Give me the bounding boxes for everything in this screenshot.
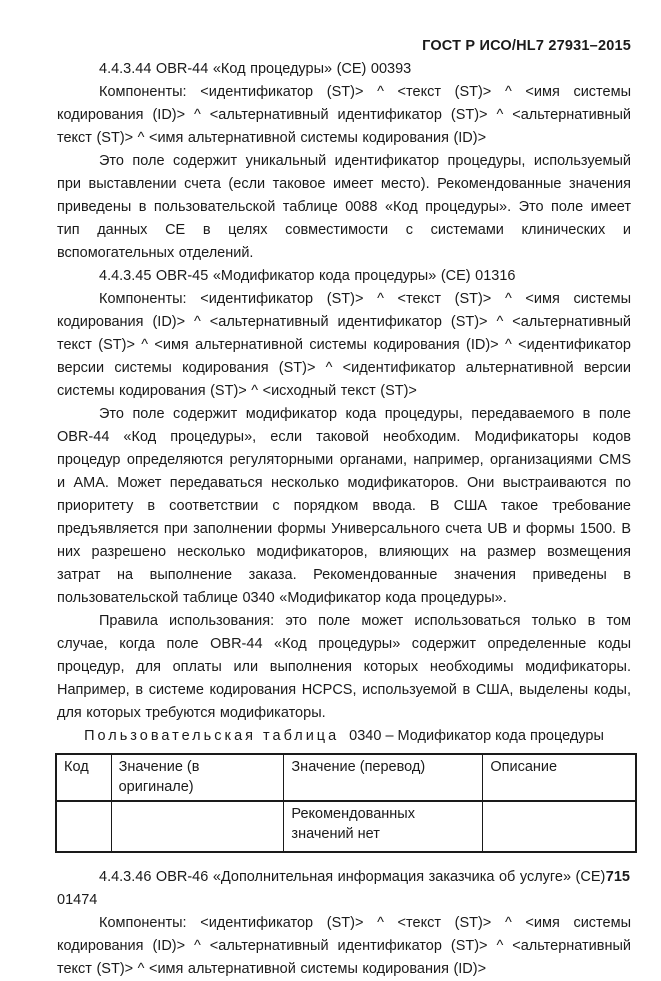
section-heading-obr45: 4.4.3.45 OBR-45 «Модификатор кода процедуры» (CE) 01316 <box>99 268 516 284</box>
cell-description <box>483 801 636 852</box>
cell-code <box>56 801 111 852</box>
table-0340-caption <box>57 725 631 748</box>
section-heading-obr44: 4.4.3.44 OBR-44 «Код процедуры» (CE) 00393 <box>99 61 412 77</box>
cell-value-original <box>111 801 284 852</box>
page-number: 715 <box>605 869 630 885</box>
paragraph-obr44-components: Компоненты: <идентификатор (ST)> ^ <текст (ST)> ^ <имя системы кодирования (ID)> ^ <альтернативный идентификатор (ST)> ^ <альтернативный текст (ST)> ^ <имя альтернативной системы кодирования (ID)> <box>57 84 631 146</box>
column-header-code: Код <box>56 754 111 801</box>
section-heading-obr46: 4.4.3.46 OBR-46 «Дополнительная информация заказчика об услуге» (CE) 01474 <box>57 869 606 908</box>
column-header-description: Описание <box>483 754 636 801</box>
paragraph-obr46-components: Компоненты: <идентификатор (ST)> ^ <текст (ST)> ^ <имя системы кодирования (ID)> ^ <альтернативный идентификатор (ST)> ^ <альтернативный текст (ST)> ^ <имя альтернативной системы кодирования (ID)> <box>57 915 631 977</box>
table-caption-label: Пользовательская таблица <box>84 728 340 744</box>
paragraph-obr45-components: Компоненты: <идентификатор (ST)> ^ <текст (ST)> ^ <имя системы кодирования (ID)> ^ <альтернативный идентификатор (ST)> ^ <альтернативный текст (ST)> ^ <имя альтернативной системы кодирования (ID)> ^ <идентификатор версии системы кодирования (ST)> ^ <идентификатор альтернативной версии системы кодирования (ST)> ^ <исходный текст (ST)> <box>57 291 631 399</box>
table-header-row <box>56 754 636 801</box>
paragraph-obr45-usage-rules: Правила использования: это поле может использоваться только в том случае, когда поле OBR-44 «Код процедуры» содержит определенные коды процедур, для оплаты или выполнения которых необходимы модификаторы. Например, в системе кодирования HCPCS, используемой в США, выделены коды, для которых требуются модификаторы. <box>57 613 631 721</box>
column-header-value-translated: Значение (перевод) <box>284 754 483 801</box>
paragraph-obr44-description: Это поле содержит уникальный идентификатор процедуры, используемый при выставлении счета (если таковое имеет место). Рекомендованные значения приведены в пользовательской таблице 0088 «Код процедуры». Это поле имеет тип данных CE в целях совместимости с системами клинических и вспомогательных отделений. <box>57 153 631 261</box>
paragraph-obr45-description: Это поле содержит модификатор кода процедуры, передаваемого в поле OBR-44 «Код процедуры», если таковой необходим. Модификаторы кодов процедур определяются регуляторными органами, например, организациями CMS и AMA. Может передаваться несколько модификаторов. Они выстраиваются по приоритету в соответствии с порядком ввода. В США такое требование предъявляется при заполнении формы Универсального счета UB и формы 1500. В них разрешено несколько модификаторов, влияющих на размер возмещения затрат на выполнение заказа. Рекомендованные значения приведены в пользовательской таблице 0340 «Модификатор кода процедуры». <box>57 406 631 606</box>
column-header-value-original: Значение (в оригинале) <box>111 754 284 801</box>
cell-value-translated: Рекомендованных значений нет <box>284 801 483 852</box>
document-body <box>57 58 631 981</box>
table-caption-title: 0340 – Модификатор кода процедуры <box>349 728 604 744</box>
user-table-0340 <box>55 753 637 853</box>
table-row <box>56 801 636 852</box>
document-header-title: ГОСТ Р ИСО/HL7 27931–2015 <box>422 38 631 54</box>
